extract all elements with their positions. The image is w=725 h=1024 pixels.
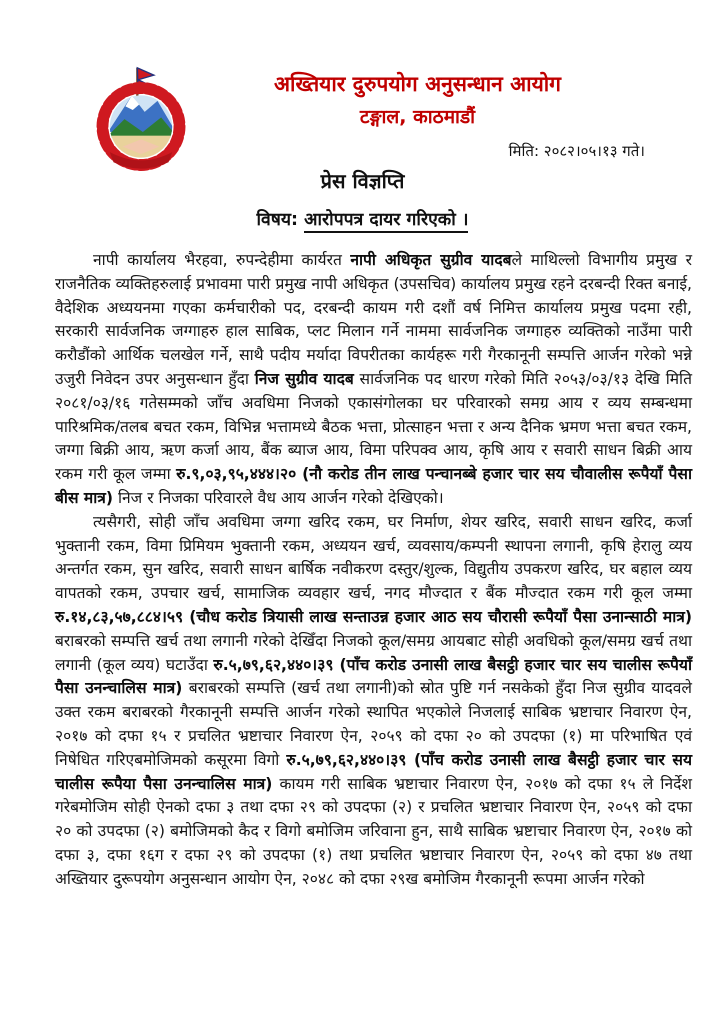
letterhead — [150, 74, 685, 127]
paragraph-2 — [55, 511, 692, 892]
paragraph-1-segment: सार्वजनिक पद धारण गरेको मिति २०५३/०३/१३ देखि मिति २०८१/०३/१६ गतेसम्मको जाँच अवधिमा निजको एकासंगोलका घर परिवारको समग्र आय र व्यय सम्बन्धमा पारिश्रमिक/तलब बचत रकम, विभिन्न भत्तामध्ये बैठक भत्ता, प्रोत्साहन भत्ता र अन्य दैनिक भ्रमण भत्ता बचत रकम, जग्गा बिक्री आय, ऋण कर्जा आय, बैंक ब्याज आय, विमा परिपक्व आय, कृषि आय र सवारी साधन बिक्री आय रकम गरी कूल जम्मा — [55, 369, 692, 484]
paragraph-1-segment: नापी कार्यालय भैरहवा, रुपन्देहीमा कार्यरत — [93, 251, 351, 269]
org-address: टङ्गाल, काठमाडौं — [359, 106, 476, 128]
paragraph-1 — [55, 249, 692, 511]
date-line: मिति: २०८२।०५।१३ गते। — [508, 142, 645, 160]
subject-underlined-text: आरोपपत्र दायर गरिएको । — [304, 210, 468, 233]
paragraph-2-segment: त्यसैगरी, सोही जाँच अवधिमा जग्गा खरिद रकम, घर निर्माण, शेयर खरिद, सवारी साधन खरिद, कर्जा भुक्तानी रकम, विमा प्रिमियम भुक्तानी रकम, अध्ययन खर्च, व्यवसाय/कम्पनी स्थापना लगानी, कृषि हेरालु व्यय अन्तर्गत रकम, सुन खरिद, सवारी साधन बार्षिक नवीकरण दस्तुर/शुल्क, विद्युतीय उपकरण खरिद, घर बहाल व्यय वापतको रकम, उपचार खर्च, सामाजिक व्यवहार खर्च, नगद मौज्दात र बैंक मौज्दात रकम गरी कूल जम्मा — [55, 512, 692, 603]
page-title: प्रेस विज्ञप्ति — [320, 169, 405, 193]
paragraph-1-segment-bold: निज सुग्रीव यादब — [254, 369, 354, 388]
body-text — [55, 249, 692, 892]
subject-prefix: विषय: — [256, 210, 305, 230]
paragraph-1-segment: ले माथिल्लो विभागीय प्रमुख र राजनैतिक व्यक्तिहरुलाई प्रभावमा पारी प्रमुख नापी अधिकृत (उपसचिव) कार्यालय प्रमुख रहने दरबन्दी रिक्त बनाई, वैदेशिक अध्ययनमा गएका कर्मचारीको पद, दरबन्दी कायम गरी दशौं वर्ष निमित्त कार्यालय प्रमुख पदमा रही, सरकारी सार्वजनिक जग्गाहरु हाल साबिक, प्लट मिलान गर्ने नाममा सार्वजनिक जग्गाहरु व्यक्तिको नाउँमा पारी करौडौंको आर्थिक चलखेल गर्ने, साथै पदीय मर्यादा विपरीतका कार्यहरू गरी गैरकानूनी सम्पत्ति आर्जन गरेको भन्ने उजुरी निवेदन उपर अनुसन्धान हुँदा — [55, 251, 692, 388]
subject-line — [0, 207, 725, 231]
paragraph-2-segment: बराबरको सम्पत्ति खर्च तथा लगानी गरेको देखिँदा निजको कूल/समग्र आयबाट सोही अवधिको कूल/समग्र खर्च तथा लगानी (कूल व्यय) घटाउँदा — [55, 631, 692, 674]
paragraph-2-segment: कायम गरी साबिक भ्रष्टाचार निवारण ऐन, २०१७ को दफा १५ ले निर्देश गरेबमोजिम सोही ऐनको दफा ३ तथा दफा २९ को उपदफा (२) र प्रचलित भ्रष्टाचार निवारण ऐन, २०५९ को दफा २० को उपदफा (२) बमोजिमको कैद र विगो बमोजिम जरिवाना हुन, साथै साबिक भ्रष्टाचार निवारण ऐन, २०१७ को दफा ३, दफा १६ग र दफा २९ को उपदफा (१) तथा प्रचलित भ्रष्टाचार निवारण ऐन, २०५९ को दफा ४७ तथा अख्तियार दुरूपयोग अनुसन्धान आयोग ऐन, २०४८ को दफा २९ख बमोजिम गैरकानूनी रूपमा आर्जन गरेको — [55, 774, 693, 888]
paragraph-1-segment-bold: रु.९,०३,९५,४४४।२० (नौ करोड तीन लाख पन्चानब्बे हजार चार सय चौवालीस रूपैयाँ पैसा बीस मात्र) — [55, 465, 692, 507]
org-name: अख्तियार दुरुपयोग अनुसन्धान आयोग — [273, 72, 562, 96]
paragraph-2-segment-bold: रु.५,७९,६२,४४०।३९ (पाँच करोड उनासी लाख बैसट्ठी हजार चार सय चालीस रूपैयाँ पैसा उनन्चालिस मात्र) — [55, 655, 692, 698]
paragraph-2-segment-bold: रु.५,७९,६२,४४०।३९ (पाँच करोड उनासी लाख बैसट्ठी हजार चार सय चालीस रूपैया पैसा उनन्चालिस मात्र) — [55, 750, 692, 793]
paragraph-2-segment: बराबरको सम्पत्ति (खर्च तथा लगानी)को स्रोत पुष्टि गर्न नसकेको हुँदा निज सुग्रीव यादवले उक्त रकम बराबरको गैरकानूनी सम्पत्ति आर्जन गरेको स्थापित भएकोले निजलाई साबिक भ्रष्टाचार निवारण ऐन, २०१७ को दफा १५ र प्रचलित भ्रष्टाचार निवारण ऐन, २०५९ को दफा २० को उपदफा (१) मा परिभाषित एवं निषेधित गरिएबमोजिमको कसूरमा विगो — [55, 679, 692, 769]
paragraph-1-segment: निज र निजका परिवारले वैध आय आर्जन गरेको देखिएको। — [113, 488, 444, 507]
paragraph-2-segment-bold: रु.१४,८३,५७,८८४।५९ (चौध करोड त्रियासी लाख सन्ताउन्न हजार आठ सय चौरासी रूपैयाँ पैसा उनान्साठी मात्र) — [55, 607, 692, 626]
paragraph-1-segment-bold: नापी अधिकृत सुग्रीव यादब — [350, 251, 512, 269]
